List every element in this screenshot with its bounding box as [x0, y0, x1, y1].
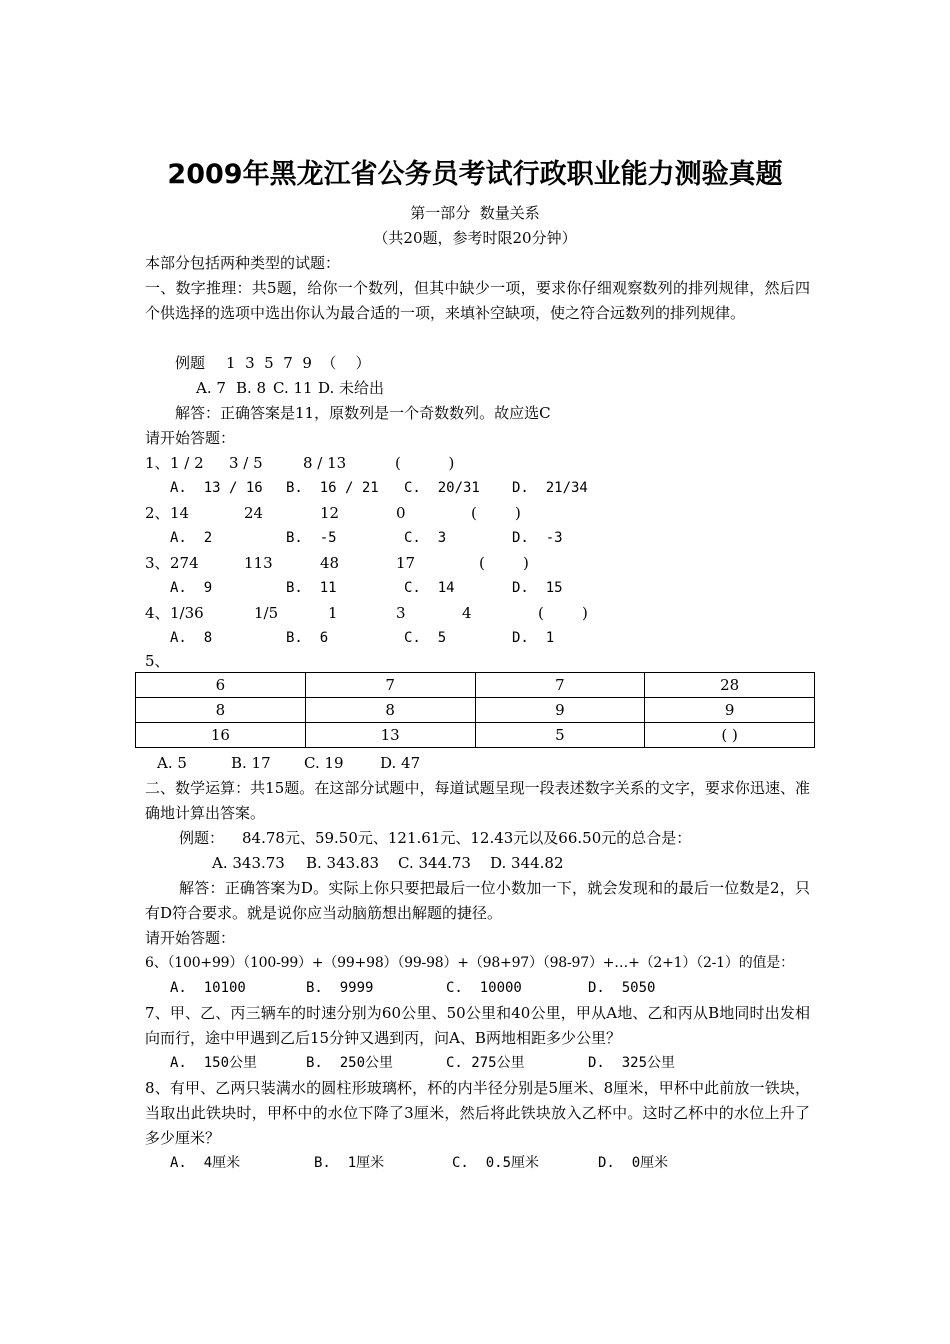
s2-example-answer: 解答：正确答案为D。实际上你只要把最后一位小数加一下，就会发现和的最后一位数是2，只有D符合要求。就是说你应当动脑筋想出解题的捷径。 — [145, 879, 810, 922]
part-title: 第一部分 数量关系 — [410, 204, 540, 222]
q6-option-b: B. 9999 — [306, 980, 374, 996]
q1-item: 8 / 13 — [303, 454, 347, 472]
q7-option-a: A. 150公里 — [170, 1055, 258, 1071]
q1-blank: ( ) — [395, 454, 455, 472]
table-cell: 9 — [645, 698, 815, 723]
q4-item: 1/36 — [170, 604, 204, 622]
intro-text: 本部分包括两种类型的试题： — [145, 254, 341, 272]
q6-text: 6、（100+99）（100-99）+（99+98）（99-98）+（98+97）（98-97）+…+（2+1）（2-1）的值是： — [145, 955, 794, 971]
table-cell: 16 — [136, 723, 306, 748]
section2-description: 二、数学运算：共15题。在这部分试题中，每道试题呈现一段表述数字关系的文字，要求你迅速、准确地计算出答案。 — [145, 779, 810, 822]
q3-option-b: B. 11 — [286, 580, 337, 596]
q4-option-b: B. 6 — [286, 630, 329, 646]
q8-option-c: C. 0.5厘米 — [452, 1155, 540, 1171]
table-cell: 8 — [136, 698, 306, 723]
q2-item: 24 — [244, 504, 264, 522]
q6-option-d: D. 5050 — [588, 980, 656, 996]
q4-number: 4、 — [145, 604, 170, 622]
q3-number: 3、 — [145, 554, 170, 572]
table-row — [136, 673, 815, 698]
q8-option-b: B. 1厘米 — [314, 1155, 385, 1171]
q8-option-d: D. 0厘米 — [598, 1155, 669, 1171]
q1-option-b: B. 16 / 21 — [286, 480, 379, 496]
q5-option-a: A. 5 — [157, 754, 187, 772]
s1-example-option-a: A. 7 — [196, 379, 226, 397]
q1-item: 1 / 2 — [170, 454, 204, 472]
q4-item: 4 — [462, 604, 472, 622]
q4-blank: ( ) — [538, 604, 588, 622]
q3-item: 48 — [320, 554, 340, 572]
q8-text: 8、有甲、乙两只装满水的圆柱形玻璃杯，杯的内半径分别是5厘米、8厘米，甲杯中此前放一铁块，当取出此铁块时，甲杯中的水位下降了3厘米，然后将此铁块放入乙杯中。这时乙杯中的水位上升了多少厘米？ — [145, 1079, 810, 1147]
q2-option-d: D. -3 — [512, 530, 563, 546]
s1-example-label: 例题 — [175, 354, 206, 372]
q2-number: 2、 — [145, 504, 170, 522]
table-cell: 7 — [475, 673, 645, 698]
q2-option-a: A. 2 — [170, 530, 213, 546]
q7-option-b: B. 250公里 — [306, 1055, 394, 1071]
q5-option-c: C. 19 — [304, 754, 344, 772]
part-note: （共20题，参考时限20分钟） — [373, 229, 577, 247]
section1-description: 一、数字推理：共5题，给你一个数列，但其中缺少一项，要求你仔细观察数列的排列规律，然后四个供选择的选项中选出你认为最合适的一项，来填补空缺项，使之符合远数列的排列规律。 — [145, 279, 810, 322]
s2-start-prompt: 请开始答题： — [145, 929, 236, 947]
page-title: 2009年黑龙江省公务员考试行政职业能力测验真题 — [167, 159, 783, 190]
q7-text: 7、甲、乙、丙三辆车的时速分别为60公里、50公里和40公里，甲从A地、乙和丙从B地同时出发相向而行，途中甲遇到乙后15分钟又遇到丙，问A、B两地相距多少公里？ — [145, 1004, 810, 1047]
q6-option-a: A. 10100 — [170, 980, 246, 996]
q8-option-a: A. 4厘米 — [170, 1155, 241, 1171]
table-cell: 9 — [475, 698, 645, 723]
q3-option-a: A. 9 — [170, 580, 213, 596]
q4-item: 1 — [328, 604, 338, 622]
s1-example-option-c: C. 11 — [273, 379, 313, 397]
q3-option-d: D. 15 — [512, 580, 563, 596]
q1-option-d: D. 21/34 — [512, 480, 588, 496]
s2-example-option-a: A. 343.73 — [212, 854, 285, 872]
q3-option-c: C. 14 — [404, 580, 455, 596]
q5-option-b: B. 17 — [231, 754, 271, 772]
q2-item: 12 — [320, 504, 340, 522]
q2-option-b: B. -5 — [286, 530, 337, 546]
q2-option-c: C. 3 — [404, 530, 447, 546]
table-row — [136, 723, 815, 748]
q7-option-d: D. 325公里 — [588, 1055, 676, 1071]
table-cell: 28 — [645, 673, 815, 698]
q3-item: 274 — [170, 554, 199, 572]
q2-item: 14 — [170, 504, 190, 522]
q3-item: 113 — [244, 554, 273, 572]
q1-option-a: A. 13 / 16 — [170, 480, 263, 496]
s1-example-option-b: B. 8 — [236, 379, 267, 397]
s2-example-text: 84.78元、59.50元、121.61元、12.43元以及66.50元的总合是： — [242, 829, 692, 847]
s1-example-sequence: 1 3 5 7 9 （ ） — [226, 354, 371, 372]
table-cell: 5 — [475, 723, 645, 748]
table-cell: 8 — [305, 698, 475, 723]
q4-option-c: C. 5 — [404, 630, 447, 646]
table-cell: 6 — [136, 673, 306, 698]
q5-number: 5、 — [145, 652, 170, 670]
table-cell: ( ) — [645, 723, 815, 748]
s1-example-option-d: D. 未给出 — [318, 379, 385, 397]
q5-table — [135, 672, 815, 748]
s1-start-prompt: 请开始答题： — [145, 429, 236, 447]
q1-item: 3 / 5 — [229, 454, 263, 472]
q3-item: 17 — [396, 554, 416, 572]
q4-option-a: A. 8 — [170, 630, 213, 646]
table-cell: 7 — [305, 673, 475, 698]
s1-example-answer: 解答：正确答案是11，原数列是一个奇数数列。故应选C — [175, 404, 551, 422]
table-row — [136, 698, 815, 723]
q5-option-d: D. 47 — [380, 754, 421, 772]
q4-item: 3 — [396, 604, 406, 622]
q1-number: 1、 — [145, 454, 170, 472]
q2-item: 0 — [396, 504, 406, 522]
q1-option-c: C. 20/31 — [404, 480, 480, 496]
table-cell: 13 — [305, 723, 475, 748]
q3-blank: ( ) — [479, 554, 529, 572]
q4-item: 1/5 — [254, 604, 279, 622]
s2-example-label: 例题： — [179, 829, 225, 847]
q6-option-c: C. 10000 — [446, 980, 522, 996]
s2-example-option-c: C. 344.73 — [398, 854, 471, 872]
q2-blank: ( ) — [471, 504, 521, 522]
q7-option-c: C. 275公里 — [446, 1055, 525, 1071]
q4-option-d: D. 1 — [512, 630, 555, 646]
s2-example-option-b: B. 343.83 — [306, 854, 380, 872]
s2-example-option-d: D. 344.82 — [490, 854, 564, 872]
